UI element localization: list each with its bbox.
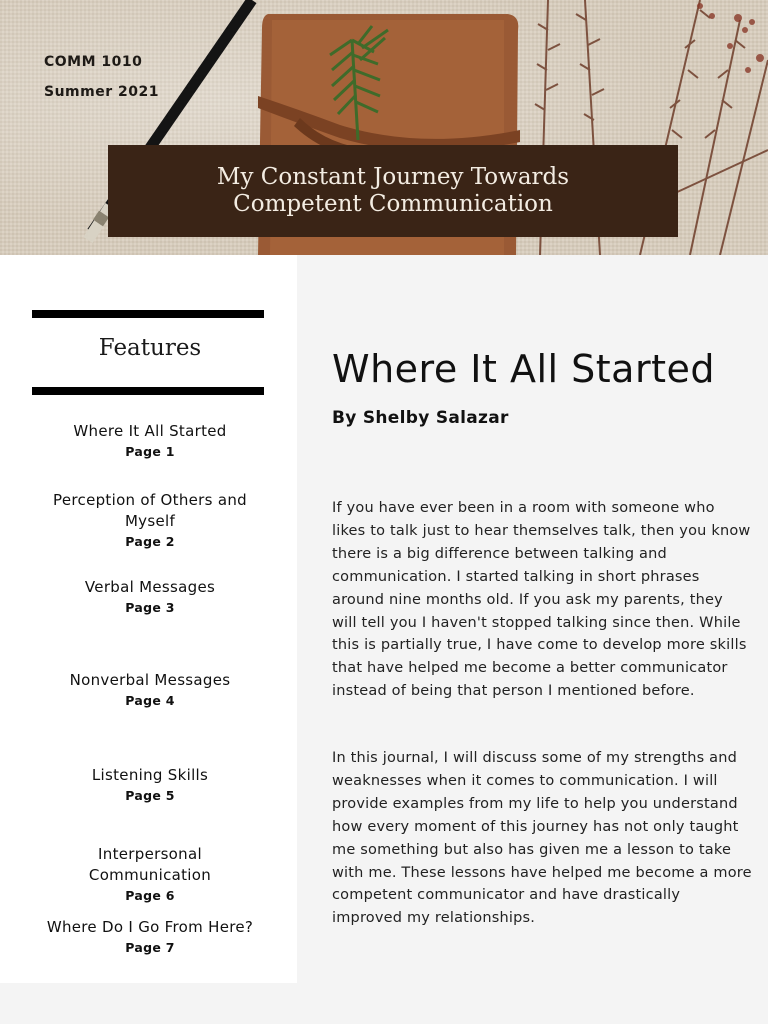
toc-item-perception[interactable] <box>30 490 270 549</box>
toc-item-title: Where Do I Go From Here? <box>46 918 254 936</box>
header-photo <box>0 0 768 255</box>
toc-item-page: Page 3 <box>125 600 175 615</box>
article-byline: By Shelby Salazar <box>332 408 509 428</box>
article-title: Where It All Started <box>332 347 715 391</box>
toc-item-verbal-messages[interactable] <box>30 577 270 615</box>
toc-item-title: Where It All Started <box>73 422 227 440</box>
toc-item-page: Page 1 <box>125 444 175 459</box>
toc-item-title: Perception of Others and Myself <box>53 491 247 530</box>
article <box>297 255 768 983</box>
toc-item-title: Interpersonal Communication <box>88 845 212 884</box>
sidebar-top-rule <box>32 310 264 318</box>
article-paragraph: In this journal, I will discuss some of my strengths and weaknesses when it comes to communication. I will provide examples from my life to help you understand how every moment of this journey has not only taught me something but also has given me a lesson to take with me. These lessons have helped me become a more competent communicator and have drastically improved my relationships. <box>332 750 752 927</box>
toc-item-page: Page 2 <box>125 534 175 549</box>
title-banner <box>108 145 678 237</box>
features-sidebar <box>0 255 297 983</box>
toc-item-page: Page 4 <box>125 693 175 708</box>
newsletter-title: My Constant Journey Towards Competent Communication <box>216 164 570 217</box>
course-code: COMM 1010 <box>44 54 143 70</box>
toc-item-nonverbal-messages[interactable] <box>30 670 270 708</box>
toc-item-title: Verbal Messages <box>84 578 216 596</box>
toc-item-page: Page 7 <box>125 940 175 955</box>
toc-item-where-it-all-started[interactable] <box>30 421 270 459</box>
toc-item-interpersonal-communication[interactable] <box>55 844 245 903</box>
features-heading: Features <box>98 335 202 361</box>
article-paragraph: If you have ever been in a room with someone who likes to talk just to hear themselves talk, then you know there is a big difference between talking and communication. I started talking in short phrases around nine months old. If you ask my parents, they will tell you I haven't stopped talking since then. While this is partially true, I have come to develop more skills that have helped me become a better communicator instead of being that person I mentioned before. <box>332 500 751 700</box>
toc-item-where-do-i-go[interactable] <box>22 917 278 955</box>
toc-item-title: Nonverbal Messages <box>69 671 231 689</box>
term-label: Summer 2021 <box>44 84 159 100</box>
sidebar-bottom-rule <box>32 387 264 395</box>
toc-item-title: Listening Skills <box>91 766 209 784</box>
toc-item-page: Page 6 <box>125 888 175 903</box>
toc-item-listening-skills[interactable] <box>30 765 270 803</box>
toc-item-page: Page 5 <box>125 788 175 803</box>
